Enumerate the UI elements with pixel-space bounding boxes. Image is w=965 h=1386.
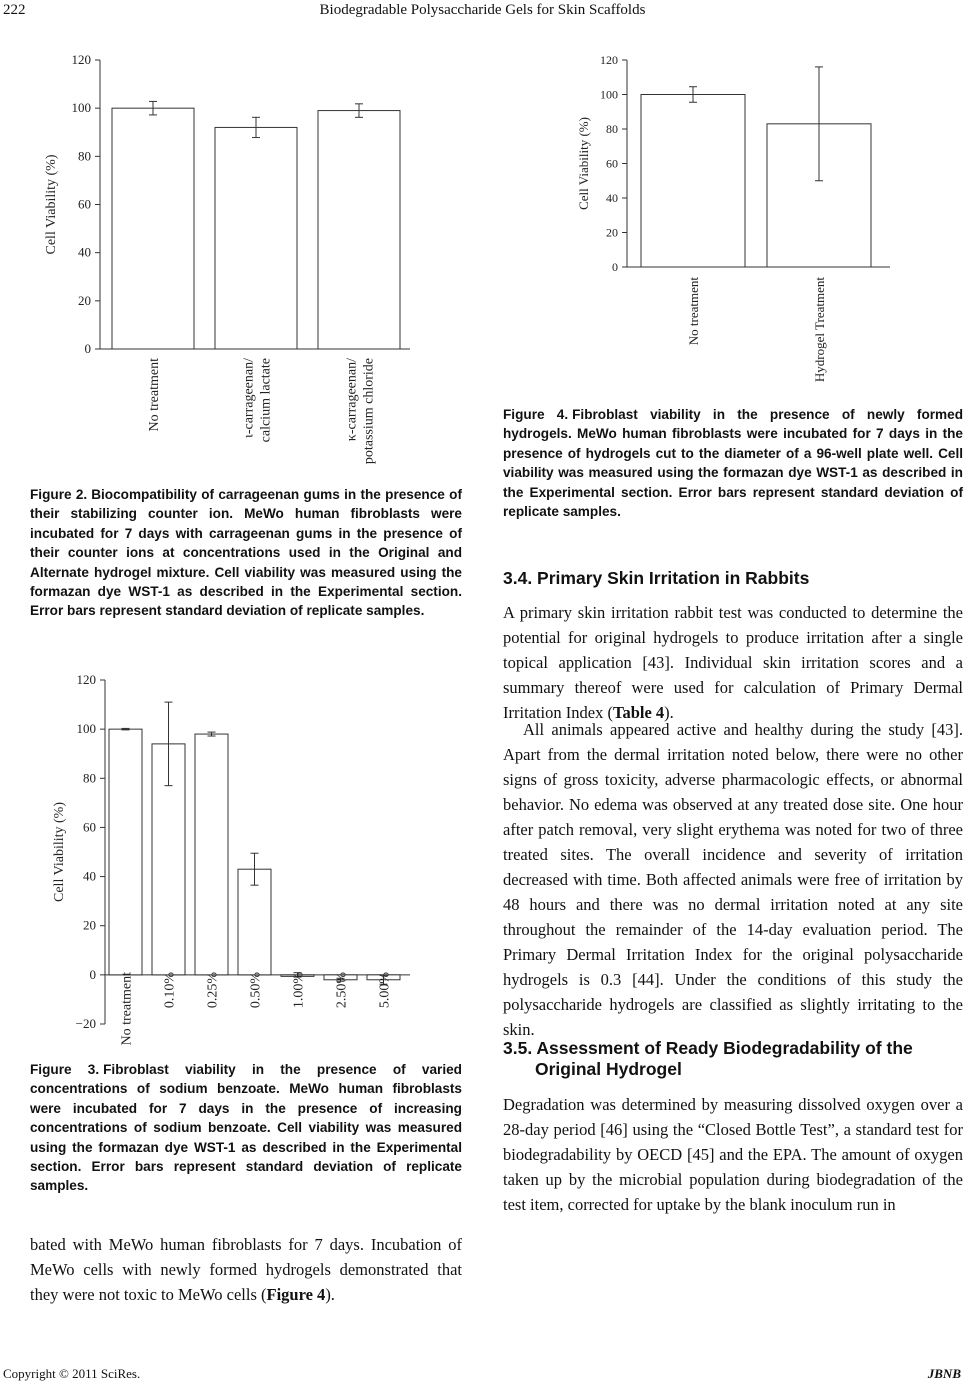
- y-tick-label: 120: [76, 672, 96, 687]
- category-label: κ-carrageenan/: [344, 358, 360, 442]
- y-tick-label: 20: [606, 225, 618, 240]
- y-tick-label: 60: [606, 156, 618, 171]
- category-label: 0.50%: [248, 972, 264, 1009]
- bar: [215, 127, 297, 349]
- figure-2-chart: [30, 40, 470, 480]
- running-title: Biodegradable Polysaccharide Gels for Skin Scaffolds: [319, 2, 646, 18]
- section-3-5-paragraph-1: [503, 1092, 963, 1217]
- paragraph-text: Degradation was determined by measuring dissolved oxygen over a 28-day period [46] using the “Closed Bottle Test”, a standard test for biodegradability by OECD [45] and the EPA. The amount of oxygen taken up by the microbial population during biodegradation of the test item, corrected for uptake by the blank inoculum run in: [503, 1095, 963, 1214]
- category-label: 1.00%: [291, 972, 307, 1009]
- bar: [112, 108, 194, 349]
- y-tick-label: 80: [78, 148, 91, 164]
- figure-2-label: Figure 2.: [30, 487, 88, 502]
- page-footer: [0, 1366, 965, 1386]
- y-tick-label: 40: [78, 244, 91, 260]
- y-tick-label: 0: [89, 966, 96, 982]
- category-label: 0.25%: [205, 972, 221, 1009]
- paragraph-text: A primary skin irritation rabbit test was conducted to determine the potential for original hydrogels to produce irritation after a single topical application [43]. Individual skin irritation scores and a summary thereof were used for calculation of Primary Dermal Irritation Index (: [503, 603, 963, 722]
- figure-4-ref[interactable]: Figure 4: [266, 1285, 326, 1304]
- bar: [318, 111, 400, 349]
- category-label: 5.00%: [377, 972, 393, 1009]
- y-tick-label: 100: [71, 100, 91, 116]
- paragraph-text: bated with MeWo human fibroblasts for 7 days. Incubation of MeWo cells with newly formed hydrogels demonstrated that they were not toxic to MeWo cells (: [30, 1235, 462, 1304]
- figure-3-caption: [30, 1060, 462, 1196]
- table-4-ref[interactable]: Table 4: [612, 703, 665, 722]
- category-label: Hydrogel Treatment: [812, 277, 827, 383]
- paragraph-end: ).: [325, 1285, 335, 1304]
- y-tick-label: 60: [78, 196, 91, 212]
- figure-3-label: Figure 3.: [30, 1062, 100, 1077]
- category-label: 2.50%: [334, 972, 350, 1009]
- y-axis-label: Cell Viability (%): [52, 802, 67, 902]
- y-tick-label: 20: [83, 917, 96, 933]
- page-number: 222: [3, 2, 26, 18]
- category-label: No treatment: [119, 972, 135, 1046]
- section-3-4-paragraph-1: [503, 600, 963, 725]
- figure-2-caption: [30, 485, 462, 621]
- category-label: No treatment: [686, 277, 701, 346]
- y-tick-label: 40: [83, 868, 96, 884]
- paragraph-end: ).: [664, 703, 674, 722]
- figure-4-caption-text: Fibroblast viability in the presence of newly formed hydrogels. MeWo human fibroblasts were incubated for 7 days in the presence of hydrogels cut to the diameter of a 96-well plate well. Cell viability was measured using the formazan dye WST-1 as described in the Experimental section. Error bars represent standard deviation of replicate samples.: [503, 407, 963, 520]
- figure-4-chart: [570, 45, 900, 400]
- category-label: potassium chloride: [361, 358, 377, 465]
- y-axis-label: Cell Viability (%): [576, 117, 591, 210]
- section-3-5-heading: [503, 1038, 965, 1080]
- y-tick-label: 100: [600, 87, 618, 102]
- y-tick-label: 0: [612, 260, 618, 274]
- figure-4-caption: [503, 405, 963, 521]
- journal-abbreviation: JBNB: [927, 1366, 961, 1381]
- y-tick-label: 80: [606, 122, 618, 136]
- bar: [109, 729, 142, 975]
- figure-2-caption-text: Biocompatibility of carrageenan gums in the presence of their stabilizing counter ion. MeWo human fibroblasts were incubated for 7 days with carrageenan gums in the presence of their counter ions at concentrations used in the Original and Alternate hydrogel mixture. Cell viability was measured using the formazan dye WST-1 as described in the Experimental section. Error bars represent standard deviation of replicate samples.: [30, 487, 462, 619]
- y-tick-label: −20: [75, 1016, 96, 1031]
- y-tick-label: 100: [76, 721, 96, 737]
- bar: [641, 95, 745, 268]
- y-tick-label: 0: [84, 341, 91, 356]
- left-column-paragraph: [30, 1232, 462, 1307]
- figure-3-chart: [30, 668, 470, 1058]
- category-label: ι-carrageenan/: [241, 358, 257, 438]
- bar: [195, 734, 228, 975]
- y-tick-label: 120: [600, 53, 618, 67]
- section-3-4-paragraph-2: [503, 717, 963, 1042]
- paragraph-text: All animals appeared active and healthy during the study [43]. Apart from the dermal irritation noted below, there were no other signs of gross toxicity, adverse pharmacologic effects, or abnormal behavior. No edema was observed at any treated dose site. One hour after patch removal, very slight erythema was noted for two of three treated sites. The overall incidence and severity of irritation decreased with time. Both affected animals were free of irritation by 48 hours and there was no dermal irritation noted at any site throughout the remainder of the 14-day evaluation period. The Primary Dermal Irritation Index for the original polysaccharide hydrogels is 0.3 [44]. Under the conditions of this study the polysaccharide hydrogels are classified as slightly irritating to the skin.: [503, 720, 963, 1039]
- section-3-4-heading: 3.4. Primary Skin Irritation in Rabbits: [503, 568, 810, 588]
- figure-3-caption-text: Fibroblast viability in the presence of varied concentrations of sodium benzoate. MeWo human fibroblasts were incubated for 7 days in the presence of increasing concentrations of sodium benzoate. Cell viability was measured using the formazan dye WST-1 as described in the Experimental section. Error bars represent standard deviation of replicate samples.: [30, 1062, 462, 1194]
- figure-4-label: Figure 4.: [503, 407, 569, 422]
- y-axis-label: Cell Viability (%): [44, 154, 59, 255]
- category-label: calcium lactate: [258, 358, 274, 443]
- category-label: No treatment: [147, 358, 162, 432]
- copyright-notice: Copyright © 2011 SciRes.: [3, 1366, 141, 1381]
- y-tick-label: 60: [83, 819, 96, 835]
- y-tick-label: 40: [606, 191, 618, 205]
- page-header: [0, 0, 965, 24]
- category-label: 0.10%: [162, 972, 178, 1009]
- heading-line-2: Original Hydrogel: [535, 1059, 682, 1079]
- y-tick-label: 20: [78, 292, 91, 308]
- heading-line-1: 3.5. Assessment of Ready Biodegradability of the: [503, 1038, 913, 1058]
- y-tick-label: 120: [71, 52, 91, 67]
- y-tick-label: 80: [83, 770, 96, 786]
